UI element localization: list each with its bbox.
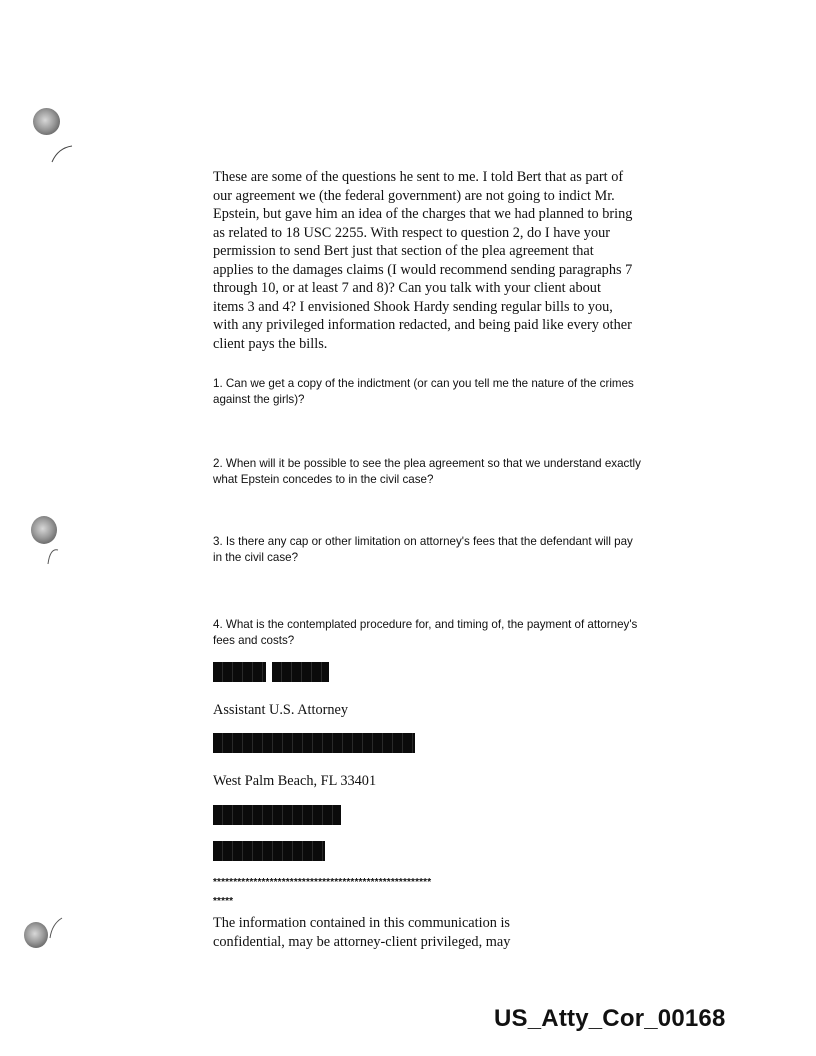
redacted-fax (213, 841, 325, 861)
redacted-name-first (213, 662, 266, 682)
signature-title: Assistant U.S. Attorney (213, 702, 349, 718)
bates-number: US_Atty_Cor_00168 (494, 1005, 726, 1032)
redacted-phone (213, 805, 341, 825)
hole-punch-middle (31, 516, 57, 544)
question-3: 3. Is there any cap or other limitation on attorney's fees that the defendant will pay in the civil case? (213, 535, 633, 564)
redacted-address (213, 733, 415, 753)
question-1: 1. Can we get a copy of the indictment (or can you tell me the nature of the crimes against the girls)? (213, 377, 634, 406)
confidentiality-notice: The information contained in this communication is confidential, may be attorney-client privileged, may (213, 915, 511, 950)
redacted-name-last (272, 662, 329, 682)
separator-line-continued: ***** (213, 896, 234, 907)
question-4: 4. What is the contemplated procedure for, and timing of, the payment of attorney's fees and costs? (213, 618, 638, 647)
hole-punch-bottom (24, 922, 48, 948)
intro-paragraph: These are some of the questions he sent to me. I told Bert that as part of our agreement we (the federal government) are not going to indict Mr. Epstein, but gave him an idea of the charges that we had planned to bring as related to 18 USC 2255. With respect to question 2, do I have your permission to send Bert just that section of the plea agreement that applies to the damages claims (I would recommend sending paragraphs 7 through 10, or at least 7 and 8)? Can you talk with your client about items 3 and 4? I envisioned Shook Hardy sending regular bills to you, with any privileged information redacted, and being paid like every other client pays the bills. (213, 169, 633, 352)
signature-city: West Palm Beach, FL 33401 (213, 773, 377, 789)
hole-punch-top (33, 108, 60, 135)
separator-line: ****************************************************** (213, 877, 432, 888)
question-2: 2. When will it be possible to see the plea agreement so that we understand exactly what Epstein concedes to in the civil case? (213, 457, 641, 486)
